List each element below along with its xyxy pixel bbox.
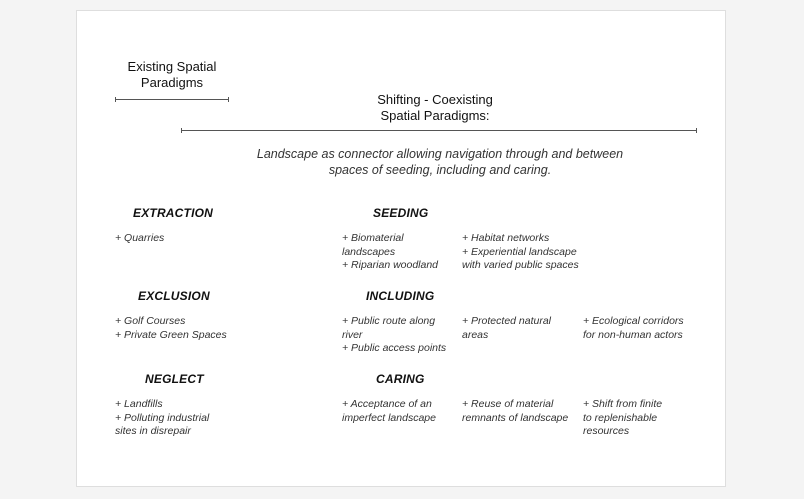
- existing-items-extraction: + Quarries: [115, 232, 165, 244]
- heading-exclusion: EXCLUSION: [138, 289, 210, 303]
- heading-extraction: EXTRACTION: [133, 206, 213, 220]
- existing-paradigms-header: Existing Spatial Paradigms: [127, 59, 217, 90]
- heading-including: INCLUDING: [366, 289, 435, 303]
- caring-items-col3: + Shift from finite to replenishable resources: [583, 398, 663, 437]
- seeding-items-col1: + Biomaterial landscapes + Riparian woodland: [342, 232, 439, 271]
- existing-items-exclusion: + Golf Courses + Private Green Spaces: [115, 315, 227, 341]
- heading-caring: CARING: [376, 372, 425, 386]
- landscape-connector-statement: Landscape as connector allowing navigation through and between spaces of seeding, including and caring.: [256, 147, 624, 177]
- seeding-items-col2: + Habitat networks + Experiential landscape with varied public spaces: [462, 232, 579, 271]
- caring-items-col1: + Acceptance of an imperfect landscape: [342, 398, 436, 424]
- including-items-col3: + Ecological corridors for non-human actors: [583, 315, 684, 341]
- including-items-col1: + Public route along river + Public access points: [342, 315, 447, 354]
- heading-seeding: SEEDING: [373, 206, 429, 220]
- caring-items-col2: + Reuse of material remnants of landscape: [462, 398, 569, 424]
- shifting-range-line: [181, 130, 697, 131]
- shifting-paradigms-header: Shifting - Coexisting Spatial Paradigms:: [377, 92, 493, 123]
- heading-neglect: NEGLECT: [145, 372, 204, 386]
- including-items-col2: + Protected natural areas: [462, 315, 552, 341]
- existing-items-neglect: + Landfills + Polluting industrial sites in disrepair: [115, 398, 210, 437]
- existing-range-line: [115, 99, 229, 100]
